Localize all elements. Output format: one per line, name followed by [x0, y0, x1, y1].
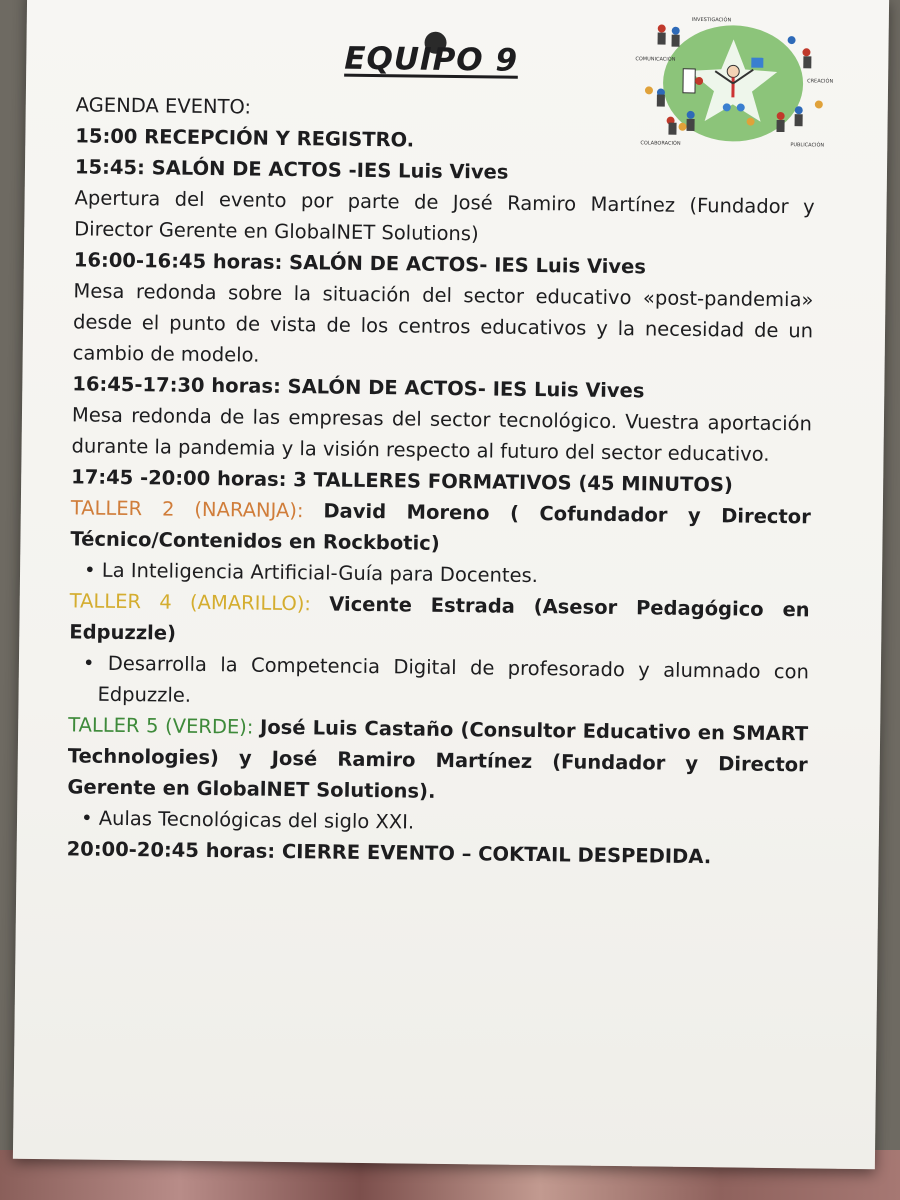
- workshop-2-topic: La Inteligencia Artificial-Guía para Docentes.: [101, 558, 539, 588]
- bullet-icon: •: [82, 651, 95, 675]
- logo-label-colaboracion: COLABORACIÓN: [640, 140, 681, 147]
- workshop-5-topic: Aulas Tecnológicas del siglo XXI.: [98, 806, 415, 834]
- logo-label-publicacion: PUBLICACIÓN: [790, 142, 825, 149]
- closing-line: 20:00-20:45 horas: CIERRE EVENTO – COKTAIL DESPEDIDA.: [66, 837, 712, 869]
- opening-text: Apertura del evento por parte de José Ramiro Martínez (Fundador y Director Gerente en GlobalNET Solutions): [74, 186, 815, 246]
- workshop-5-heading: [67, 709, 808, 811]
- workshop-5-label: TALLER 5 (VERDE):: [68, 713, 254, 739]
- workshop-2-heading: [70, 492, 811, 563]
- workshop-4-heading: [69, 585, 810, 656]
- reception-line: 15:00 RECEPCIÓN Y REGISTRO.: [75, 124, 415, 152]
- round-table-2-heading: 16:45-17:30 horas: SALÓN DE ACTOS- IES Luis Vives: [72, 372, 645, 403]
- page-title: EQUIPO 9: [344, 40, 519, 79]
- workshop-4-topic-item: [68, 647, 809, 718]
- round-table-1-heading: 16:00-16:45 horas: SALÓN DE ACTOS- IES Luis Vives: [73, 248, 647, 279]
- agenda-label: AGENDA EVENTO:: [75, 93, 252, 119]
- workshop-2-label: TALLER 2 (NARANJA):: [70, 496, 304, 523]
- workshop-4-speaker: Vicente Estrada (Asesor Pedagógico en Edpuzzle): [69, 592, 810, 645]
- workshop-4-topic: Desarrolla la Competencia Digital de profesorado y alumnado con Edpuzzle.: [97, 651, 810, 707]
- workshop-4-label: TALLER 4 (AMARILLO):: [69, 589, 312, 616]
- bullet-icon: •: [80, 806, 93, 830]
- workshop-5-speaker: José Luis Castaño (Consultor Educativo en SMART Technologies) y José Ramiro Martínez (Fundador y Director Gerente en GlobalNET Solutions).: [67, 715, 809, 803]
- workshops-heading: 17:45 -20:00 horas: 3 TALLERES FORMATIVOS (45 MINUTOS): [71, 465, 734, 497]
- round-table-2-text: Mesa redonda de las empresas del sector tecnológico. Vuestra aportación durante la pandemia y la visión respecto al futuro del sector educativo.: [71, 403, 813, 466]
- round-table-1-text: Mesa redonda sobre la situación del sector educativo «post-pandemia» desde el punto de vista de los centros educativos y la necesidad de un cambio de modelo.: [72, 279, 814, 367]
- workshop-2-speaker: David Moreno ( Cofundador y Director Técnico/Contenidos en Rockbotic): [70, 499, 811, 555]
- bullet-icon: •: [83, 558, 96, 582]
- logo-label-comunicacion: COMUNICACIÓN: [635, 56, 676, 63]
- opening-heading: 15:45: SALÓN DE ACTOS -IES Luis Vives: [74, 155, 509, 184]
- logo-label-investigacion: INVESTIGACIÓN: [691, 16, 732, 24]
- logo-label-creacion: CREACIÓN: [807, 78, 834, 85]
- agenda-sheet: [13, 0, 889, 1169]
- agenda-content: [66, 89, 815, 873]
